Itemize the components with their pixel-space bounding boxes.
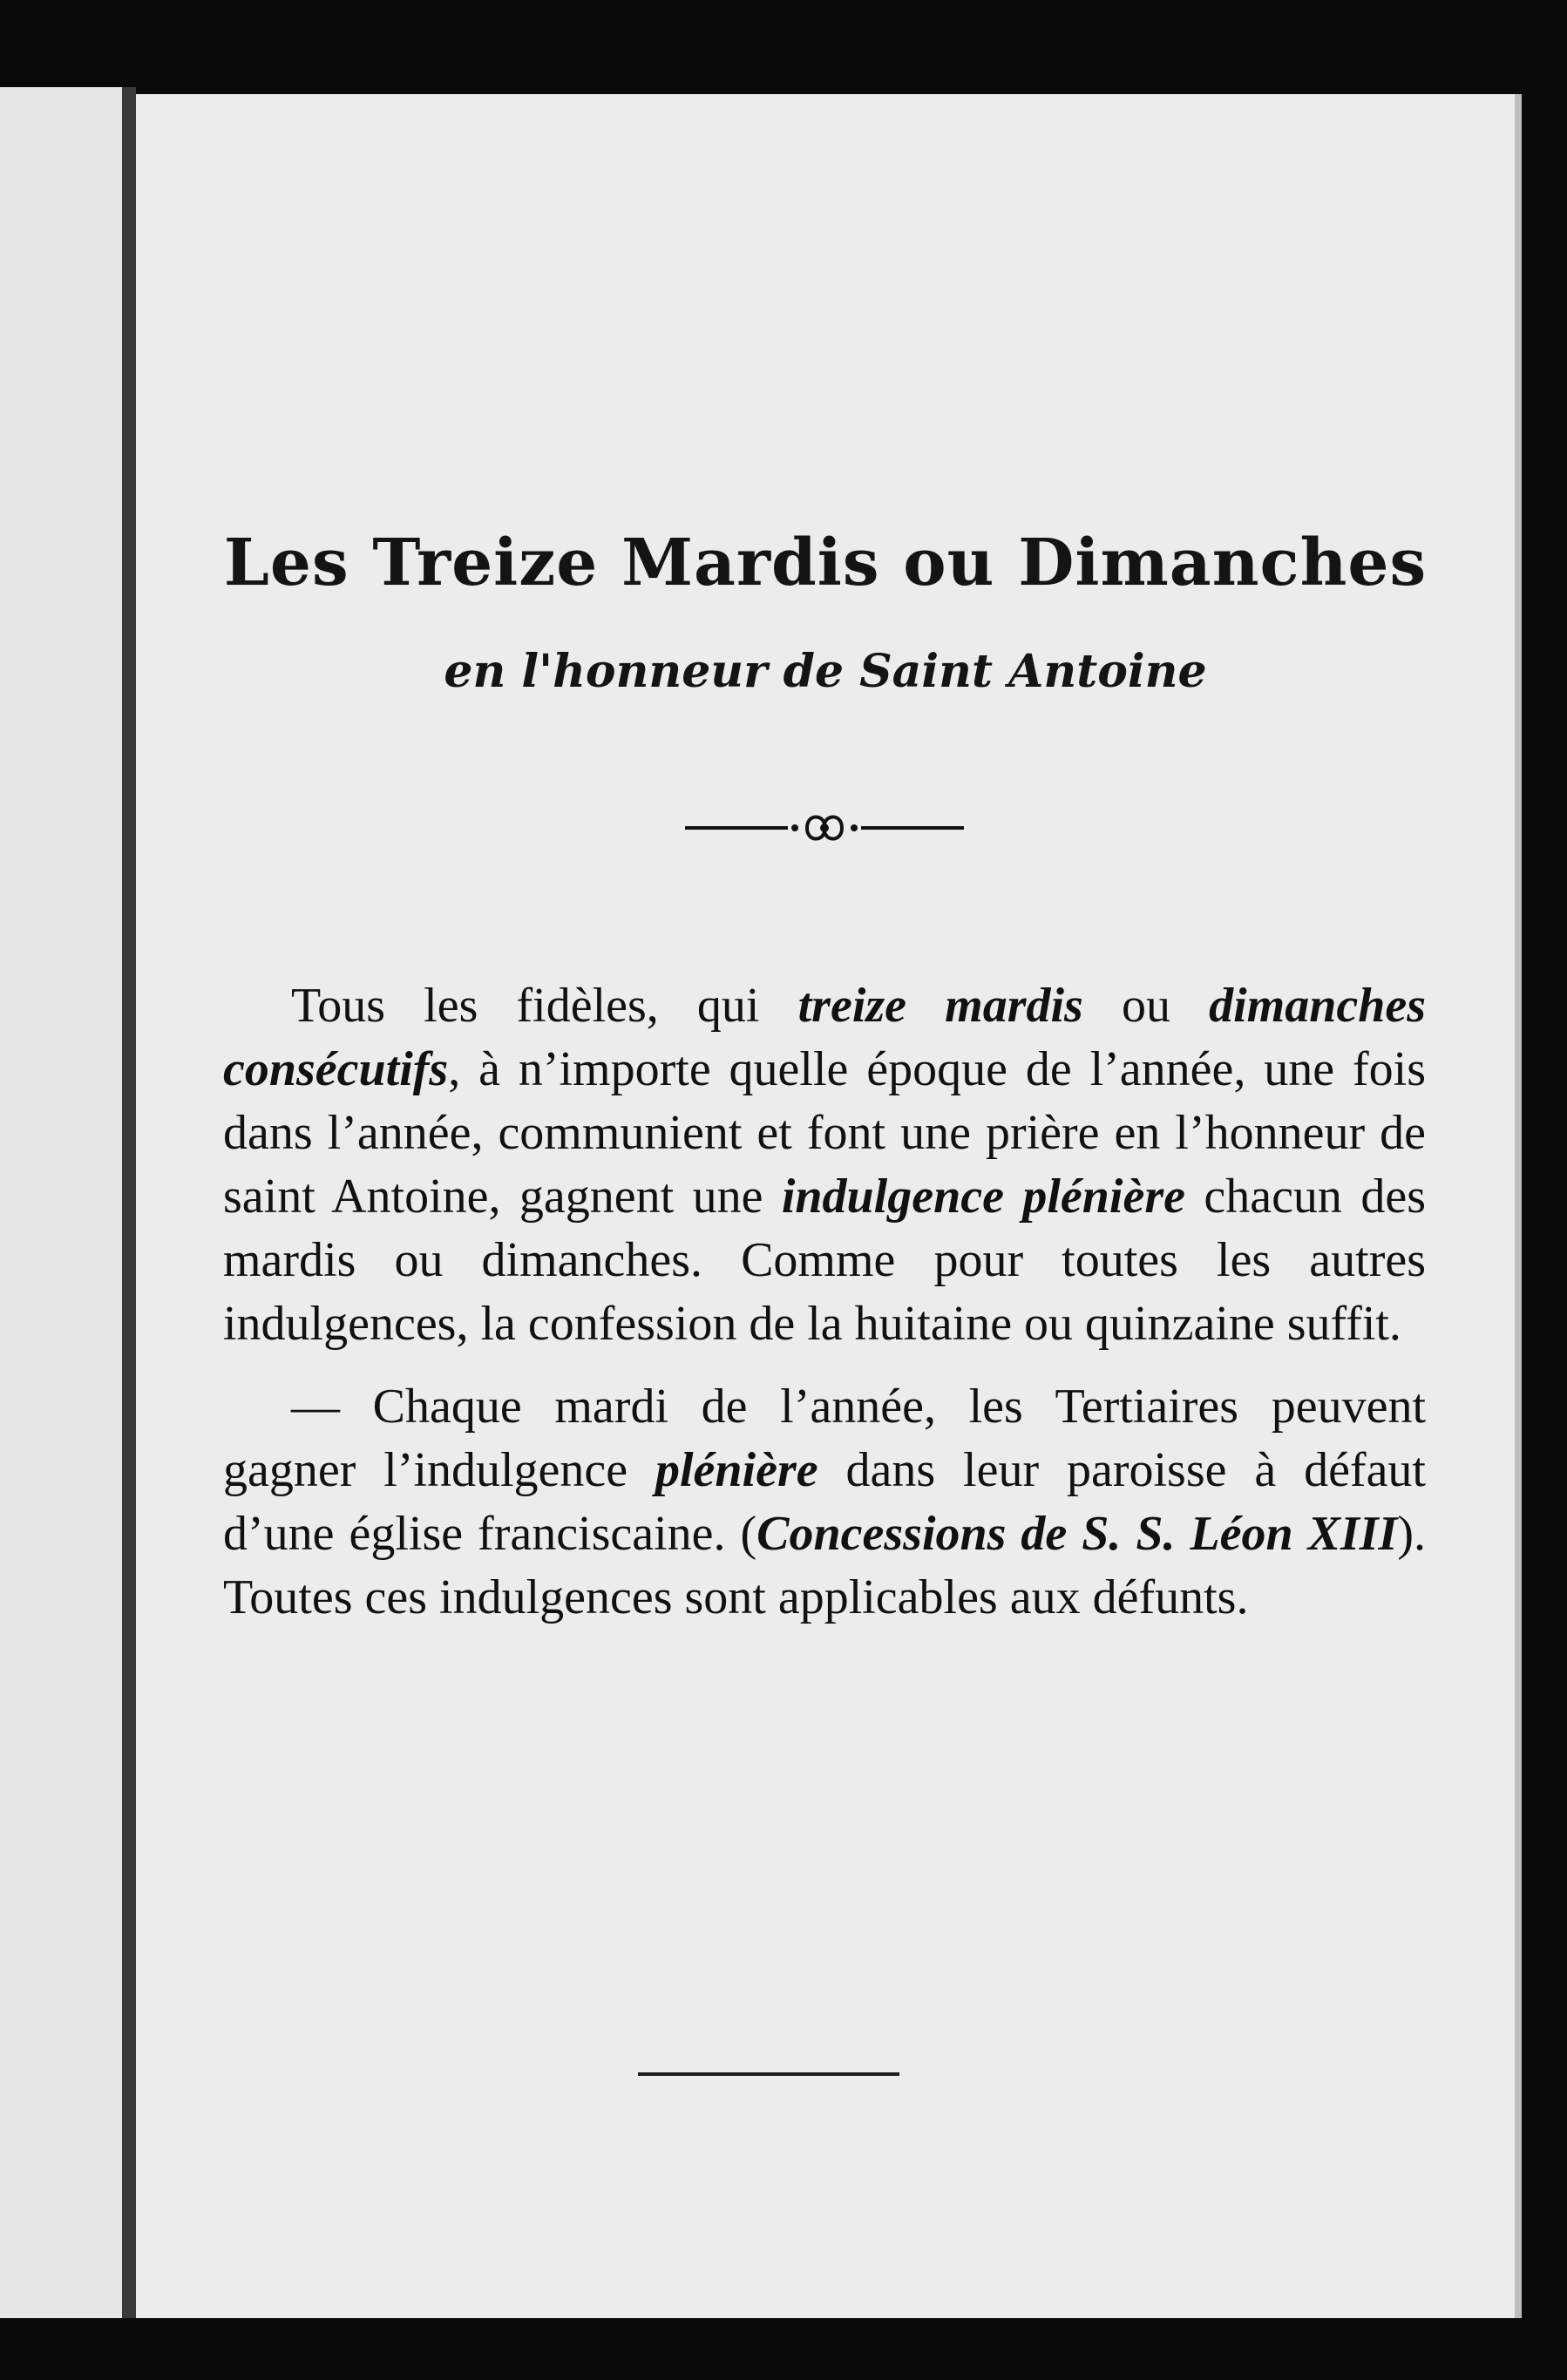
italic-run: dimanches consécutifs [223, 979, 1427, 1096]
body-text [223, 974, 1426, 1649]
book-page [136, 94, 1515, 2318]
text-run: ). Toutes ces indulgences sont applicables aux défunts. [223, 1507, 1426, 1624]
paragraph-tertiaries [223, 1375, 1426, 1630]
page-right-edge [1515, 94, 1522, 2318]
facing-page-strip [0, 87, 122, 2318]
text-run: — Chaque mardi de l’année, les Tertiaires peuvent gagner l’indulgence [223, 1380, 1426, 1497]
text-run: Tous les fidèles, qui [291, 979, 798, 1033]
italic-run: treize mardis [797, 979, 1083, 1033]
italic-run: plénière [655, 1443, 818, 1497]
text-run: chacun des mardis ou dimanches. Comme pour toutes les autres indulgences, la confession de la huitaine ou quinzaine suffit. [223, 1170, 1426, 1351]
text-run: ou [1082, 979, 1210, 1033]
italic-run: indulgence plénière [781, 1170, 1185, 1224]
page-subtitle: en l'honneur de Saint Antoine [444, 645, 1207, 698]
ornament-divider [685, 809, 964, 847]
paragraph-indulgence [223, 974, 1426, 1356]
text-run: , à n’importe quelle époque de l’année, une fois dans l’année, communient et font une prière en l’honneur de saint Antoine, gagnent une [223, 1042, 1426, 1224]
page-title: Les Treize Mardis ou Dimanches [223, 525, 1428, 600]
closing-rule [638, 2072, 899, 2076]
page-binding-edge [122, 87, 136, 2318]
text-run: dans leur paroisse à défaut d’une église franciscaine. ( [223, 1443, 1426, 1561]
italic-run: Concessions de S. S. Léon XIII [756, 1507, 1398, 1561]
